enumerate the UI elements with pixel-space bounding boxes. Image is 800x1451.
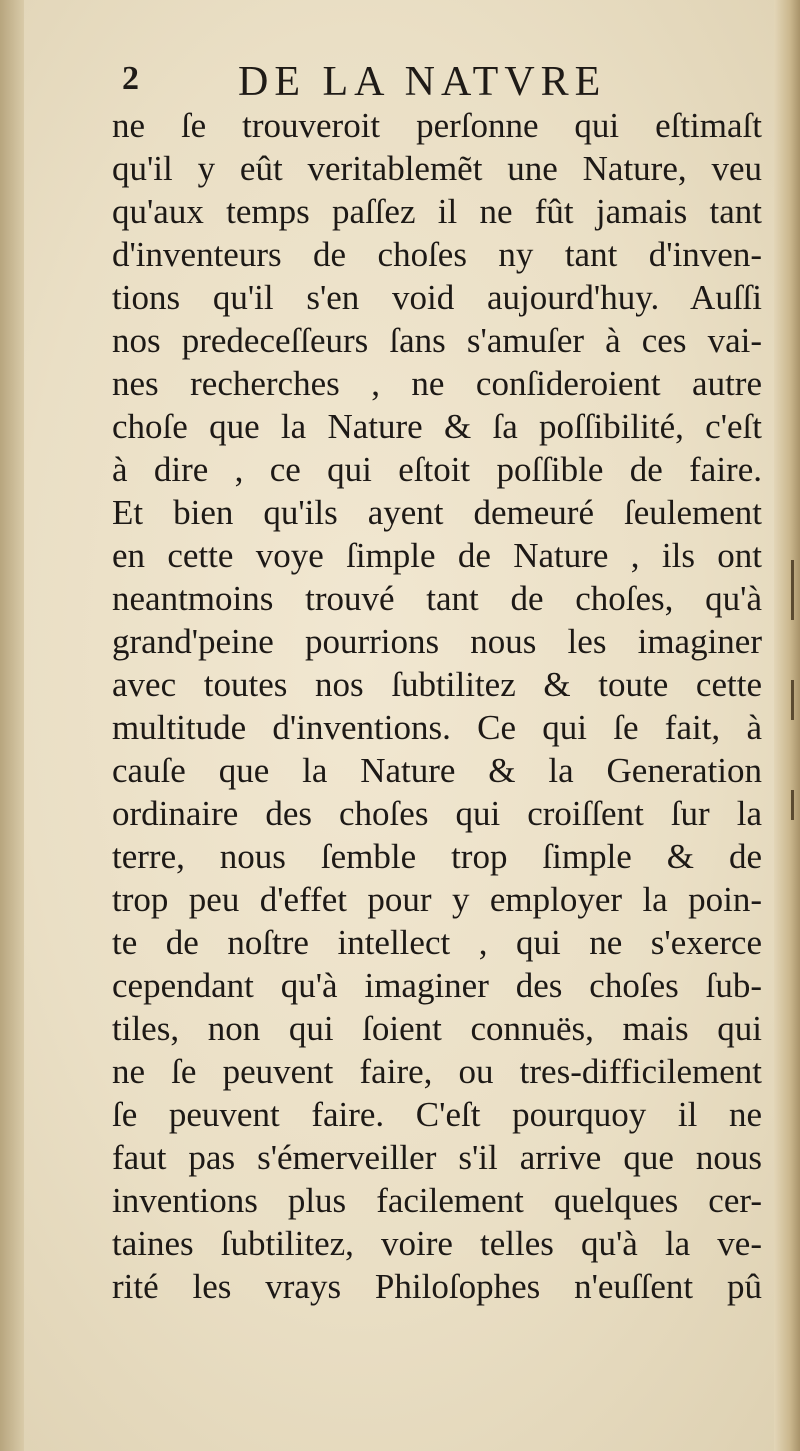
text-line: nes recherches , ne conſideroient autre bbox=[112, 364, 762, 403]
text-line: tiles, non qui ſoient connuës, mais qui bbox=[112, 1009, 762, 1048]
text-line: terre, nous ſemble trop ſimple & de bbox=[112, 837, 762, 876]
running-title: DE LA NATVRE bbox=[238, 59, 607, 105]
text-line: avec toutes nos ſubtilitez & toute cette bbox=[112, 665, 762, 704]
text-line: faut pas s'émerveiller s'il arrive que nous bbox=[112, 1138, 762, 1177]
text-line: nos predeceſſeurs ſans s'amuſer à ces vai- bbox=[112, 321, 762, 360]
text-line: ſe peuvent faire. C'eſt pourquoy il ne bbox=[112, 1095, 762, 1134]
page-number: 2 bbox=[122, 60, 139, 97]
page-header bbox=[116, 58, 756, 108]
text-line: qu'aux temps paſſez il ne fût jamais tant bbox=[112, 192, 762, 231]
text-line: inventions plus facilement quelques cer- bbox=[112, 1181, 762, 1220]
text-line: qu'il y eût veritablemẽt une Nature, veu bbox=[112, 149, 762, 188]
text-line: en cette voye ſimple de Nature , ils ont bbox=[112, 536, 762, 575]
text-line: te de noſtre intellect , qui ne s'exerce bbox=[112, 923, 762, 962]
text-line: grand'peine pourrions nous les imaginer bbox=[112, 622, 762, 661]
edge-mark bbox=[791, 680, 794, 720]
text-line: choſe que la Nature & ſa poſſibilité, c'eſt bbox=[112, 407, 762, 446]
text-line: tions qu'il s'en void aujourd'huy. Auſſi bbox=[112, 278, 762, 317]
body-text bbox=[112, 104, 762, 1308]
text-line: trop peu d'effet pour y employer la poin- bbox=[112, 880, 762, 919]
text-line: multitude d'inventions. Ce qui ſe fait, à bbox=[112, 708, 762, 747]
text-line: rité les vrays Philoſophes n'euſſent pû bbox=[112, 1267, 762, 1306]
text-line: à dire , ce qui eſtoit poſſible de faire. bbox=[112, 450, 762, 489]
text-line: ne ſe peuvent faire, ou tres-difficilement bbox=[112, 1052, 762, 1091]
text-line: cependant qu'à imaginer des choſes ſub- bbox=[112, 966, 762, 1005]
page-edge bbox=[774, 0, 800, 1451]
text-line: ordinaire des choſes qui croiſſent ſur la bbox=[112, 794, 762, 833]
text-line: Et bien qu'ils ayent demeuré ſeulement bbox=[112, 493, 762, 532]
text-line: d'inventeurs de choſes ny tant d'inven- bbox=[112, 235, 762, 274]
text-line: taines ſubtilitez, voire telles qu'à la ve- bbox=[112, 1224, 762, 1263]
edge-mark bbox=[791, 560, 794, 620]
text-line: neantmoins trouvé tant de choſes, qu'à bbox=[112, 579, 762, 618]
text-line: ne ſe trouveroit perſonne qui eſtimaſt bbox=[112, 106, 762, 145]
text-line: cauſe que la Nature & la Generation bbox=[112, 751, 762, 790]
edge-mark bbox=[791, 790, 794, 820]
